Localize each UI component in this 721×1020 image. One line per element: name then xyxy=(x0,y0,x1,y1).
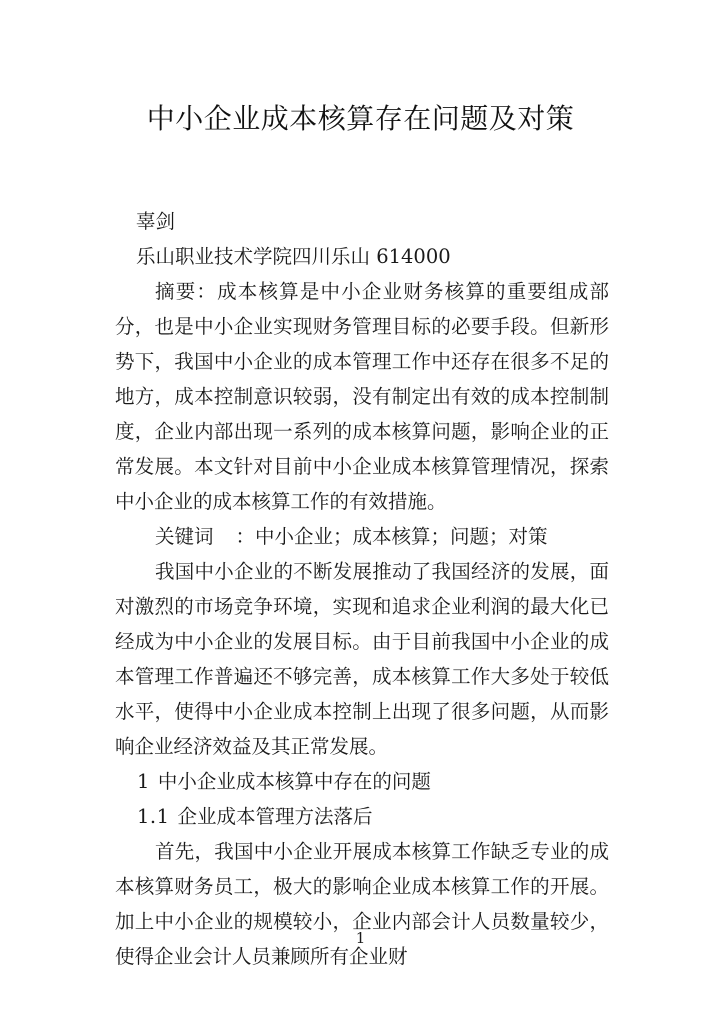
section-1-title: 中小企业成本核算中存在的问题 xyxy=(157,770,431,793)
section-1-1-paragraph: 首先，我国中小企业开展成本核算工作缺乏专业的成本核算财务员工，极大的影响企业成本核算工作的开展。加上中小企业的规模较小，企业内部会计人员数量较少，使得企业会计人员兼顾所有企业财 xyxy=(115,840,609,968)
introduction-paragraph: 我国中小企业的不断发展推动了我国经济的发展，面对激烈的市场竞争环境，实现和追求企业利润的最大化已经成为中小企业的发展目标。由于目前我国中小企业的成本管理工作普遍还不够完善，成本核算工作大多处于较低水平，使得中小企业成本控制上出现了很多问题，从而影响企业经济效益及其正常发展。 xyxy=(115,560,609,758)
page-number: 1 xyxy=(355,929,366,947)
section-1-number: 1 xyxy=(137,770,150,793)
section-1-1-title: 企业成本管理方法落后 xyxy=(177,805,373,828)
section-1-1-number: 1.1 xyxy=(137,805,170,828)
abstract-paragraph: 摘要：成本核算是中小企业财务核算的重要组成部分，也是中小企业实现财务管理目标的必要手段。但新形势下，我国中小企业的成本管理工作中还存在很多不足的地方，成本控制意识较弱，没有制定出有效的成本控制制度，企业内部出现一系列的成本核算问题，影响企业的正常发展。本文针对目前中小企业成本核算管理情况，探索中小企业的成本核算工作的有效措施。 xyxy=(115,280,609,513)
author-affiliation: 乐山职业技术学院四川乐山 614000 xyxy=(136,245,451,268)
keywords-label: 关键词 xyxy=(155,525,214,548)
page-title: 中小企业成本核算存在问题及对策 xyxy=(146,101,575,135)
section-heading-1-1 xyxy=(115,799,609,834)
author-name: 辜剑 xyxy=(136,210,176,233)
keywords-value: ：中小企业；成本核算；问题；对策 xyxy=(235,525,548,548)
section-heading-1 xyxy=(115,764,609,799)
keywords-line xyxy=(115,519,609,554)
document-body xyxy=(115,204,609,974)
